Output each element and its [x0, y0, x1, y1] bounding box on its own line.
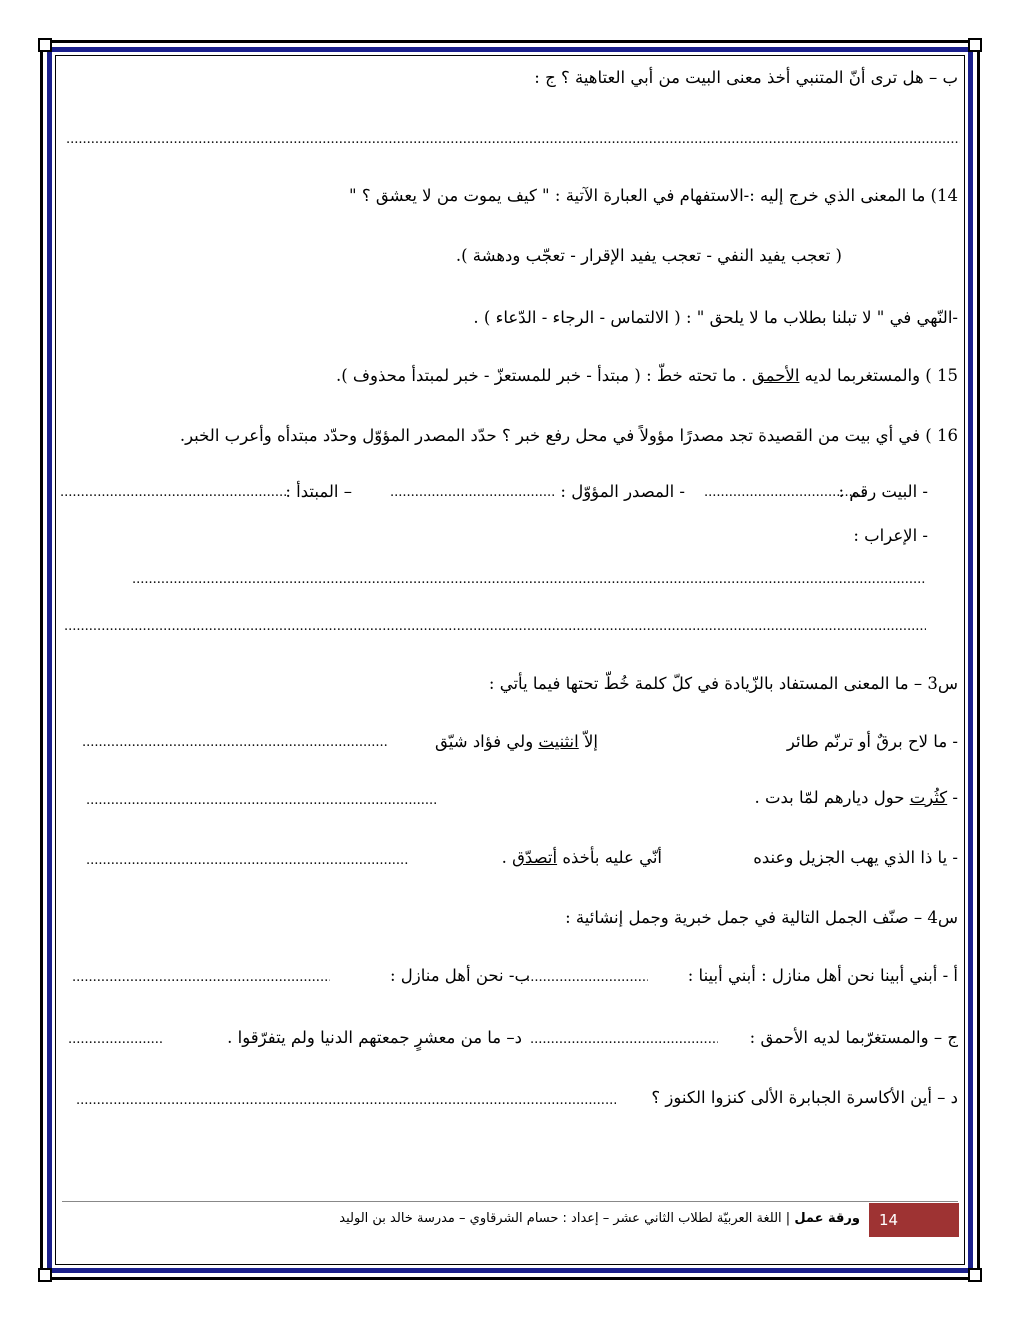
s3-line-c-second [502, 848, 662, 867]
s4-item-a: أ - أبني أبينا نحن أهل منازل : أبني أبينا : [687, 966, 958, 985]
label-masdar: - المصدر المؤوّل : [560, 482, 685, 501]
s4-e-dots[interactable] [76, 1094, 616, 1108]
s3-b-underlined: كثُرت [909, 788, 948, 807]
question-15-part-a: 15 ) والمستغربما لديه [799, 366, 958, 385]
s4-a-dots[interactable] [522, 971, 648, 985]
s4-item-d: د– ما من معشرٍ جمعتهم الدنيا ولم يتفرّقوا . [227, 1028, 522, 1047]
question-s4: س4 – صنّف الجمل التالية في جمل خبرية وجمل إنشائية : [565, 908, 958, 927]
mubtada-dots[interactable] [60, 486, 286, 500]
s3-c-prefix: أنّي عليه بأخذه [557, 848, 662, 867]
irab-dots[interactable] [132, 573, 926, 587]
question-s3: س3 – ما المعنى المستفاد بالزّيادة في كلّ كلمة خُطّ تحتها فيما يأتي : [488, 674, 958, 693]
footer-separator: | [781, 1211, 795, 1226]
page-frame-inner [55, 55, 965, 1265]
frame-corner-bottom-right [968, 1268, 982, 1282]
s4-d-dots[interactable] [68, 1033, 164, 1047]
s3-a-prefix: إلاّ [578, 732, 598, 751]
nahy-question: -النّهي في " لا تبلنا بطلاب ما لا يلحق " : ( الالتماس - الرجاء - الدّعاء ) . [473, 308, 958, 327]
s3-line-a-first: - ما لاح برقٌ أو ترنّم طائر [786, 732, 958, 751]
s3-b-dots[interactable] [86, 794, 438, 808]
frame-corner-top-right [968, 38, 982, 52]
page-number: 14 [869, 1203, 959, 1237]
question-15-part-b: . ما تحته خطّ : ( مبتدأ - خبر للمستعزّ - خبر لمبتدأ محذوف ). [335, 366, 752, 385]
frame-corner-bottom-left [38, 1268, 52, 1282]
question-b-mutanabbi: ب – هل ترى أنّ المتنبي أخذ معنى البيت من أبي العتاهية ؟ ج : [534, 68, 958, 87]
question-15-underlined: الأحمق [751, 366, 800, 385]
answer-dots[interactable] [66, 133, 960, 147]
s4-c-dots[interactable] [530, 1033, 718, 1047]
bayt-number-dots[interactable] [704, 486, 864, 500]
masdar-dots[interactable] [390, 486, 556, 500]
frame-corner-top-left [38, 38, 52, 52]
s3-line-a-second [435, 732, 598, 751]
s3-c-suffix: . [501, 848, 513, 867]
question-14-options: ( تعجب يفيد النفي - تعجب يفيد الإقرار - تعجّب ودهشة ). [455, 246, 842, 265]
s4-item-b: ب- نحن أهل منازل : [389, 966, 530, 985]
label-bayt-number: - البيت رقم : [838, 482, 928, 501]
s3-b-suffix: حول ديارهم لمّا بدت . [754, 788, 910, 807]
footer-description: اللغة العربيّة لطلاب الثاني عشر – إعداد : حسام الشرقاوي – مدرسة خالد بن الوليد [339, 1211, 782, 1226]
s3-b-prefix: - [947, 788, 958, 807]
s3-a-underlined: انثنيت [538, 732, 579, 751]
question-14: 14) ما المعنى الذي خرج إليه :-الاستفهام في العبارة الآتية : " كيف يموت من لا يعشق ؟ " [349, 186, 958, 205]
footer-text [339, 1211, 860, 1226]
s3-c-dots[interactable] [86, 854, 408, 868]
footer-rule [62, 1201, 958, 1202]
s3-a-suffix: ولي فؤاد شيّق [435, 732, 539, 751]
s4-item-e: د – أين الأكاسرة الجبابرة الألى كنزوا الكنوز ؟ [651, 1088, 958, 1107]
label-mubtada: – المبتدأ : [285, 482, 352, 501]
s4-b-dots[interactable] [72, 971, 330, 985]
s3-c-underlined: أتصدّق [512, 848, 558, 867]
s3-a-dots[interactable] [82, 736, 388, 750]
s4-item-c: ج – والمستغرّبما لديه الأحمق : [749, 1028, 958, 1047]
question-15 [62, 364, 958, 388]
s3-line-c-first: - يا ذا الذي يهب الجزيل وعنده [753, 848, 958, 867]
irab-dots-2[interactable] [64, 620, 926, 634]
question-16: 16 ) في أي بيت من القصيدة تجد مصدرًا مؤولاً في محل رفع خبر ؟ حدّد المصدر المؤوّل وحدّد مبتدأه وأعرب الخبر. [179, 426, 958, 445]
footer-title: ورقة عمل [794, 1211, 860, 1226]
label-irab: - الإعراب : [853, 526, 928, 545]
s3-line-b [755, 788, 959, 807]
